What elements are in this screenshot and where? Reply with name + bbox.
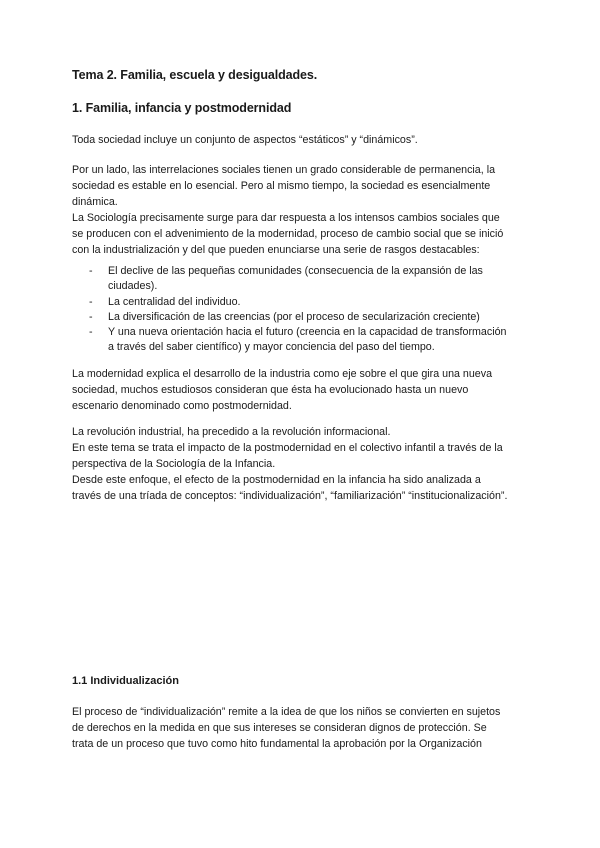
list-item-text: El declive de las pequeñas comunidades (consecuencia de la expansión de las xyxy=(108,265,483,277)
text-line: La Sociología precisamente surge para dar respuesta a los intensos cambios sociales que xyxy=(72,212,500,224)
text-line: En este tema se trata el impacto de la postmodernidad en el colectivo infantil a través de la xyxy=(72,442,503,454)
text-line: La revolución industrial, ha precedido a la revolución informacional. xyxy=(72,426,391,438)
text-line: perspectiva de la Sociología de la Infancia. xyxy=(72,458,276,470)
text-line: sociedad, muchos estudiosos consideran que ésta ha evolucionado hasta un nuevo xyxy=(72,384,469,396)
paragraph-modernidad xyxy=(72,366,542,414)
text-line: trata de un proceso que tuvo como hito fundamental la aprobación por la Organización xyxy=(72,738,482,750)
bullet-dash: - xyxy=(89,265,93,277)
text-line: dinámica. xyxy=(72,196,118,208)
document-title: Tema 2. Familia, escuela y desigualdades. xyxy=(72,68,318,82)
list-item-text: a través del saber científico) y mayor conciencia del paso del tiempo. xyxy=(108,341,435,354)
bullet-dash: - xyxy=(89,326,93,339)
rasgos-list xyxy=(72,264,542,356)
text-line: se producen con el advenimiento de la modernidad, proceso de cambio social que se inició xyxy=(72,228,504,240)
list-item-text: ciudades). xyxy=(108,280,158,293)
paragraph-interrelaciones xyxy=(72,162,542,258)
paragraph-individualizacion xyxy=(72,704,542,752)
text-line: con la industrialización y del que pueden enunciarse una serie de rasgos destacables: xyxy=(72,244,480,256)
text-line: Desde este enfoque, el efecto de la postmodernidad en la infancia ha sido analizada a xyxy=(72,474,481,486)
list-item xyxy=(72,325,542,356)
text-line: través de una tríada de conceptos: “individualización”, “familiarización” “institucionalización”. xyxy=(72,490,508,502)
text-line: La modernidad explica el desarrollo de la industria como eje sobre el que gira una nueva xyxy=(72,368,493,380)
list-item xyxy=(72,295,542,310)
list-item-text: La diversificación de las creencias (por el proceso de secularización creciente) xyxy=(108,310,480,323)
text-line: de derechos en la medida en que sus intereses se consideran dignos de protección. Se xyxy=(72,722,487,734)
text-line: Por un lado, las interrelaciones sociales tienen un grado considerable de permanencia, la xyxy=(72,164,496,176)
list-item-text: Y una nueva orientación hacia el futuro (creencia en la capacidad de transformación xyxy=(108,326,507,339)
text-line: escenario denominado como postmodernidad. xyxy=(72,400,292,412)
bullet-dash: - xyxy=(89,310,93,323)
list-item xyxy=(72,310,542,325)
list-item xyxy=(72,264,542,295)
list-item-text: La centralidad del individuo. xyxy=(108,295,241,308)
paragraph-intro: Toda sociedad incluye un conjunto de aspectos “estáticos” y “dinámicos”. xyxy=(72,134,418,146)
section-heading-individualizacion: 1.1 Individualización xyxy=(72,675,179,687)
bullet-dash: - xyxy=(89,295,93,308)
section-heading-familia-infancia: 1. Familia, infancia y postmodernidad xyxy=(72,101,292,115)
text-line: El proceso de “individualización” remite a la idea de que los niños se convierten en sujetos xyxy=(72,706,501,718)
paragraph-revolucion xyxy=(72,424,542,504)
text-line: sociedad es estable en lo esencial. Pero al mismo tiempo, la sociedad es esencialmente xyxy=(72,180,491,192)
